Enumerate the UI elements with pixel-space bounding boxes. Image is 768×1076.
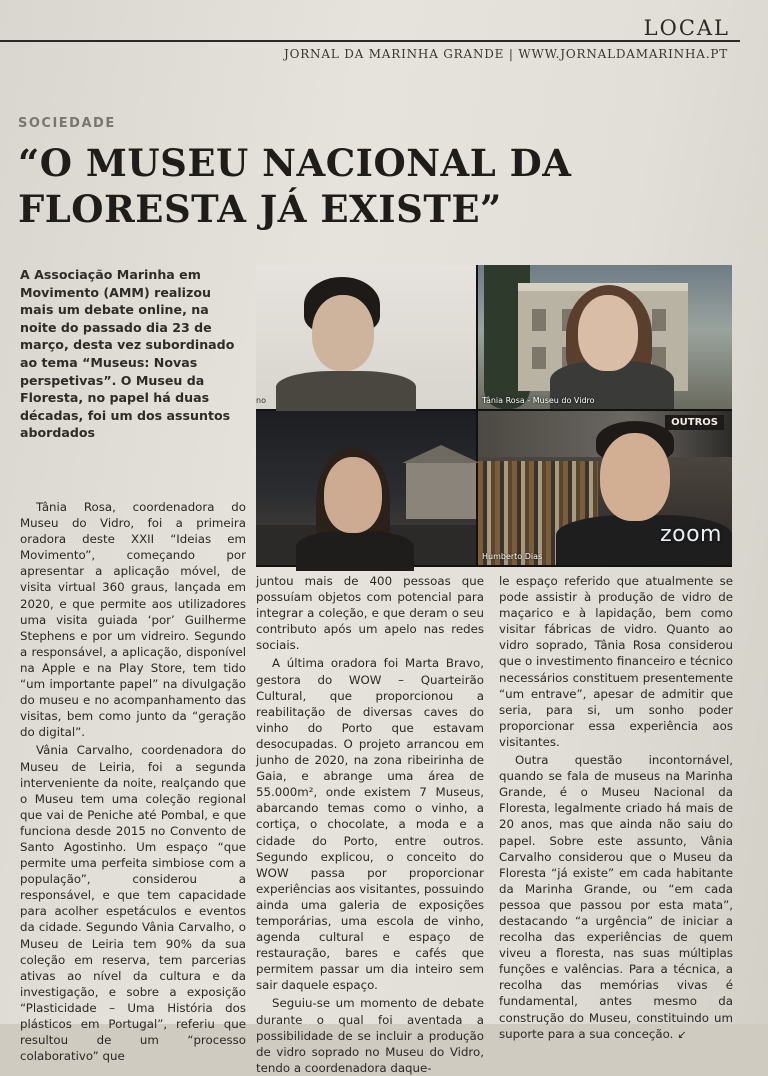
body-paragraph: A última oradora foi Marta Bravo, gestora do WOW – Quarteirão Cultural, que proporcionou a reabilitação de diversas caves do vinho do Porto que estavam desocupadas. O projeto arrancou em junho de 2020, na zona ribeirinha de Gaia, e abrange uma área de 55.000m², onde existem 7 Museus, abarcando temas como o vinho, a cortiça, o chocolate, a moda e a cidade do Porto, entre outros. Segundo explicou, o conceito do WOW passa por proporcionar experiências aos visitantes, possuindo ainda uma galeria de exposições temporárias, uma escola de vinho, agenda cultural e espaço de restauração, bares e cafés que permitem passar um dia inteiro sem sair daquele espaço.	[256, 656, 484, 993]
bleed-through-text	[600, 140, 768, 230]
participant-tile-3	[256, 411, 476, 565]
house-background	[406, 463, 476, 519]
participant-1-caption: no	[256, 396, 266, 405]
participant-2-caption: Tânia Rosa - Museu do Vidro	[482, 396, 595, 405]
participant-4-caption: Humberto Dias	[482, 552, 543, 561]
header-rule	[0, 40, 740, 42]
body-column-1	[20, 499, 246, 1064]
masthead: JORNAL DA MARINHA GRANDE | WWW.JORNALDAMARINHA.PT	[283, 47, 728, 61]
headline: “O MUSEU NACIONAL DA FLORESTA JÁ EXISTE”	[18, 141, 572, 231]
body-paragraph: Vânia Carvalho, coordenadora do Museu de Leiria, foi a segunda interveniente da noite, realçando que o Museu tem uma coleção regional que vai de Peniche até Pombal, e que funciona desde 2015 no Convento de Santo Agostinho. Um espaço “que permite uma perfeita simbiose com a população”, considerou a responsável, e que tem capacidade para acolher espetáculos e eventos da cidade. Segundo Vânia Carvalho, o Museu de Leiria tem 90% da sua coleção em reserva, tem parcerias ativas ao nível da cultura e da investigação, e sobre a exposição “Plasticidade – Uma História dos plásticos em Portugal”, referiu que resultou de um “processo colaborativo” que	[20, 743, 246, 1064]
body-paragraph: Seguiu-se um momento de debate durante o qual foi aventada a possibilidade de se incluir a produção de vidro soprado no Museu do Vidro, tendo a coordenadora daque-	[256, 996, 484, 1075]
end-mark-icon: ↙	[677, 1027, 687, 1041]
body-paragraph: juntou mais de 400 pessoas que possuíam objetos com potencial para integrar a coleção, e que deram o seu contributo após um apelo nas redes sociais.	[256, 574, 484, 653]
shelf-sign: OUTROS	[665, 415, 724, 430]
participant-tile-2	[478, 265, 732, 409]
body-paragraph-text: Outra questão incontornável, quando se fala de museus na Marinha Grande, é o Museu Nacional da Floresta, legalmente criado há mais de 20 anos, mas que ainda não saiu do papel. Sobre este assunto, Vânia Carvalho considerou que o Museu da Floresta “já existe” em cada habitante da Marinha Grande, ou “em cada pessoa que passou por esta mata”, destacando “a urgência” de iniciar a recolha das experiências de quem viveu a floresta, nas suas múltiplas funções e valências. Para a técnica, a recolha das memórias vivas é fundamental, antes mesmo da construção do Museu, constituindo um suporte para a sua conceção.	[499, 753, 733, 1041]
body-column-2	[256, 573, 484, 1075]
body-column-3	[499, 573, 733, 1041]
lead-paragraph: A Associação Marinha em Movimento (AMM) realizou mais um debate online, na noite do passado dia 23 de março, desta vez subordinado ao tema “Museus: Novas perspetivas”. O Museu da Floresta, no papel há duas décadas, foi um dos assuntos abordados	[20, 267, 235, 441]
kicker: SOCIEDADE	[18, 116, 116, 131]
participant-tile-4	[478, 411, 732, 565]
participant-tile-1	[256, 265, 476, 409]
body-paragraph	[499, 752, 733, 1043]
video-call-photo	[256, 265, 732, 567]
section-label: LOCAL	[643, 16, 730, 40]
body-paragraph: le espaço referido que atualmente se pode assistir à produção de vidro de maçarico e à lapidação, bem como visitar fábricas de vidro. Quanto ao vidro soprado, Tânia Rosa considerou que o investimento financeiro e técnico necessários constituem presentemente “um entrave”, apesar de admitir que seria, para si, um sonho poder proporcionar essa experiência aos visitantes.	[499, 574, 733, 749]
body-paragraph: Tânia Rosa, coordenadora do Museu do Vidro, foi a primeira oradora deste XXII “Ideias em Movimento”, começando por apresentar a aplicação móvel, de visita virtual 360 graus, lançada em 2020, e que permite aos utilizadores uma visita guiada ‘por’ Guilherme Stephens e por um vidreiro. Segundo a responsável, a aplicação, disponível na Apple e na Play Store, tem tido “um importante papel” na divulgação do museu e no acompanhamento das visitas, bem como junto da “geração do digital”.	[20, 500, 246, 740]
zoom-logo: zoom	[660, 522, 722, 547]
